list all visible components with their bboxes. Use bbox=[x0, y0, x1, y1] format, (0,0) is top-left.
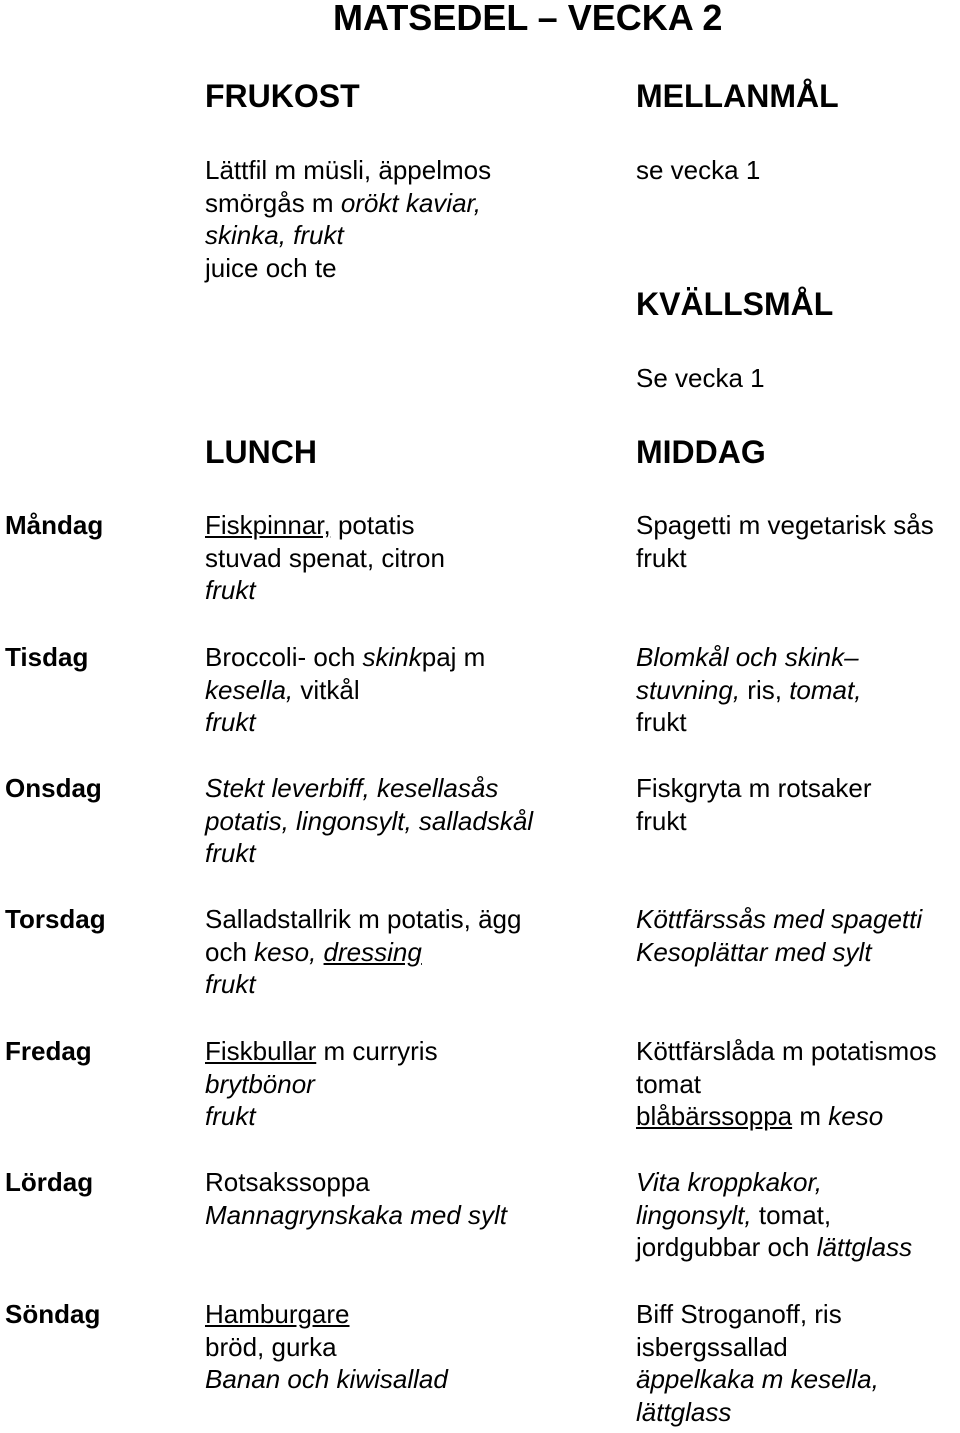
middag-cell bbox=[636, 772, 872, 837]
menu-text: äppelkaka m kesella, bbox=[636, 1364, 879, 1395]
menu-text: stuvning, bbox=[636, 674, 741, 705]
menu-line bbox=[636, 1068, 937, 1101]
menu-line bbox=[636, 706, 861, 739]
middag-cell bbox=[636, 509, 934, 574]
mellanmal-text bbox=[636, 154, 760, 187]
menu-text: Se vecka 1 bbox=[636, 363, 765, 393]
menu-text: frukt bbox=[636, 542, 687, 573]
menu-text: frukt bbox=[205, 707, 256, 738]
menu-line bbox=[636, 362, 765, 395]
menu-text: och bbox=[205, 936, 255, 967]
menu-line bbox=[636, 1199, 912, 1232]
menu-line bbox=[205, 805, 533, 838]
menu-line bbox=[636, 154, 760, 187]
menu-line bbox=[205, 674, 485, 707]
menu-text: frukt bbox=[205, 575, 256, 606]
menu-line bbox=[636, 509, 934, 542]
menu-line bbox=[636, 674, 861, 707]
menu-text: Kesoplättar med sylt bbox=[636, 936, 872, 967]
menu-line bbox=[205, 641, 485, 674]
menu-text: lättglass bbox=[636, 1397, 732, 1428]
heading-lunch: LUNCH bbox=[205, 434, 317, 470]
menu-text: Spagetti m vegetarisk sås bbox=[636, 510, 934, 540]
lunch-cell bbox=[205, 1035, 438, 1133]
menu-line bbox=[205, 542, 445, 575]
menu-text: m bbox=[792, 1101, 829, 1132]
heading-frukost: FRUKOST bbox=[205, 78, 360, 114]
menu-text: orökt kaviar, bbox=[340, 187, 481, 218]
menu-text: Stekt leverbiff, kesellasås bbox=[205, 773, 499, 803]
lunch-cell bbox=[205, 903, 521, 1001]
menu-text: frukt bbox=[636, 707, 687, 738]
menu-line bbox=[205, 772, 533, 805]
heading-kvallsmal: KVÄLLSMÅL bbox=[636, 286, 834, 322]
menu-text: blåbärssoppa bbox=[636, 1101, 793, 1132]
menu-text: Biff Stroganoff, ris bbox=[636, 1299, 842, 1329]
menu-text: Köttfärssås med spagetti bbox=[636, 904, 923, 934]
menu-text: frukt bbox=[636, 805, 687, 836]
menu-line bbox=[205, 1363, 448, 1396]
middag-cell bbox=[636, 1166, 912, 1264]
menu-text: Banan och kiwisallad bbox=[205, 1364, 448, 1395]
lunch-cell bbox=[205, 772, 533, 870]
menu-text: ris, bbox=[740, 674, 790, 705]
menu-text: Hamburgare bbox=[205, 1299, 350, 1329]
menu-text bbox=[316, 937, 323, 967]
menu-line bbox=[205, 187, 491, 220]
menu-line bbox=[205, 936, 521, 969]
menu-line bbox=[205, 837, 533, 870]
menu-line bbox=[205, 1068, 438, 1101]
menu-text: Broccoli- och bbox=[205, 642, 363, 672]
menu-line bbox=[205, 509, 445, 542]
menu-line bbox=[636, 542, 934, 575]
menu-line bbox=[205, 1035, 438, 1068]
menu-text: smörgås m bbox=[205, 187, 341, 218]
menu-text: Fiskgryta m rotsaker bbox=[636, 773, 872, 803]
menu-text: keso bbox=[828, 1101, 884, 1132]
menu-text: tomat, bbox=[789, 674, 862, 705]
menu-line bbox=[205, 1331, 448, 1364]
menu-line bbox=[636, 1231, 912, 1264]
frukost-text bbox=[205, 154, 491, 285]
menu-line bbox=[636, 1331, 879, 1364]
menu-text: dressing bbox=[323, 936, 422, 967]
menu-text: Salladstallrik m potatis, ägg bbox=[205, 904, 522, 934]
menu-text: Lättfil m müsli, äppelmos bbox=[205, 155, 492, 185]
menu-line bbox=[636, 641, 861, 674]
menu-text: lingonsylt, bbox=[636, 1199, 752, 1230]
menu-text: skinka, frukt bbox=[205, 220, 344, 251]
menu-line bbox=[636, 903, 922, 936]
heading-mellanmal: MELLANMÅL bbox=[636, 78, 839, 114]
menu-line bbox=[205, 154, 491, 187]
menu-text: brytbönor bbox=[205, 1068, 315, 1099]
menu-text: juice och te bbox=[205, 253, 337, 284]
kvallsmal-text bbox=[636, 362, 765, 395]
menu-text: se vecka 1 bbox=[636, 155, 761, 185]
menu-text: stuvad spenat, citron bbox=[205, 542, 445, 573]
menu-text: Blomkål och skink– bbox=[636, 642, 859, 672]
menu-text: bröd, gurka bbox=[205, 1331, 337, 1362]
day-label: Söndag bbox=[5, 1299, 101, 1329]
menu-text: keso, bbox=[254, 936, 317, 967]
menu-text: paj m bbox=[421, 642, 486, 672]
menu-text: isbergssallad bbox=[636, 1331, 788, 1362]
day-label: Måndag bbox=[5, 510, 104, 540]
menu-text: Köttfärslåda m potatismos bbox=[636, 1036, 937, 1066]
menu-text: skink bbox=[362, 642, 422, 672]
menu-line bbox=[636, 1166, 912, 1199]
day-label: Lördag bbox=[5, 1167, 94, 1197]
menu-line bbox=[205, 1298, 448, 1331]
menu-line bbox=[636, 805, 872, 838]
menu-text: potatis, lingonsylt, salladskål bbox=[205, 805, 534, 836]
menu-line bbox=[205, 706, 485, 739]
menu-line bbox=[205, 1199, 507, 1232]
menu-line bbox=[636, 1100, 937, 1133]
menu-text: kesella, bbox=[205, 674, 294, 705]
menu-text: Vita kroppkakor, bbox=[636, 1167, 822, 1197]
menu-line bbox=[205, 1166, 507, 1199]
menu-line bbox=[636, 1035, 937, 1068]
menu-text: frukt bbox=[205, 1101, 256, 1132]
menu-line bbox=[636, 936, 922, 969]
menu-text: tomat, bbox=[751, 1199, 832, 1230]
menu-line bbox=[636, 772, 872, 805]
lunch-cell bbox=[205, 1166, 507, 1231]
menu-text: Mannagrynskaka med sylt bbox=[205, 1199, 508, 1230]
menu-line bbox=[205, 574, 445, 607]
menu-text: Fiskpinnar, bbox=[205, 510, 331, 540]
menu-line bbox=[636, 1298, 879, 1331]
page-title: MATSEDEL – VECKA 2 bbox=[333, 0, 723, 38]
day-label: Tisdag bbox=[5, 642, 89, 672]
menu-text: lättglass bbox=[816, 1232, 913, 1263]
menu-line bbox=[636, 1363, 879, 1396]
menu-text: frukt bbox=[205, 838, 256, 869]
middag-cell bbox=[636, 903, 922, 968]
menu-line bbox=[205, 903, 521, 936]
lunch-cell bbox=[205, 509, 445, 607]
middag-cell bbox=[636, 641, 861, 739]
lunch-cell bbox=[205, 1298, 448, 1396]
menu-text: vitkål bbox=[293, 674, 360, 705]
menu-line bbox=[205, 968, 521, 1001]
menu-text: jordgubbar och bbox=[636, 1232, 817, 1263]
menu-line bbox=[636, 1396, 879, 1429]
menu-text: frukt bbox=[205, 969, 256, 1000]
menu-text: m curryris bbox=[316, 1036, 438, 1066]
menu-line bbox=[205, 219, 491, 252]
menu-line bbox=[205, 252, 491, 285]
day-label: Onsdag bbox=[5, 773, 102, 803]
menu-text: Fiskbullar bbox=[205, 1036, 317, 1066]
lunch-cell bbox=[205, 641, 485, 739]
heading-middag: MIDDAG bbox=[636, 434, 766, 470]
menu-text: tomat bbox=[636, 1068, 702, 1099]
middag-cell bbox=[636, 1035, 937, 1133]
menu-text: Rotsakssoppa bbox=[205, 1167, 370, 1197]
menu-text: potatis bbox=[330, 510, 415, 540]
day-label: Torsdag bbox=[5, 904, 106, 934]
middag-cell bbox=[636, 1298, 879, 1429]
menu-line bbox=[205, 1100, 438, 1133]
day-label: Fredag bbox=[5, 1036, 92, 1066]
